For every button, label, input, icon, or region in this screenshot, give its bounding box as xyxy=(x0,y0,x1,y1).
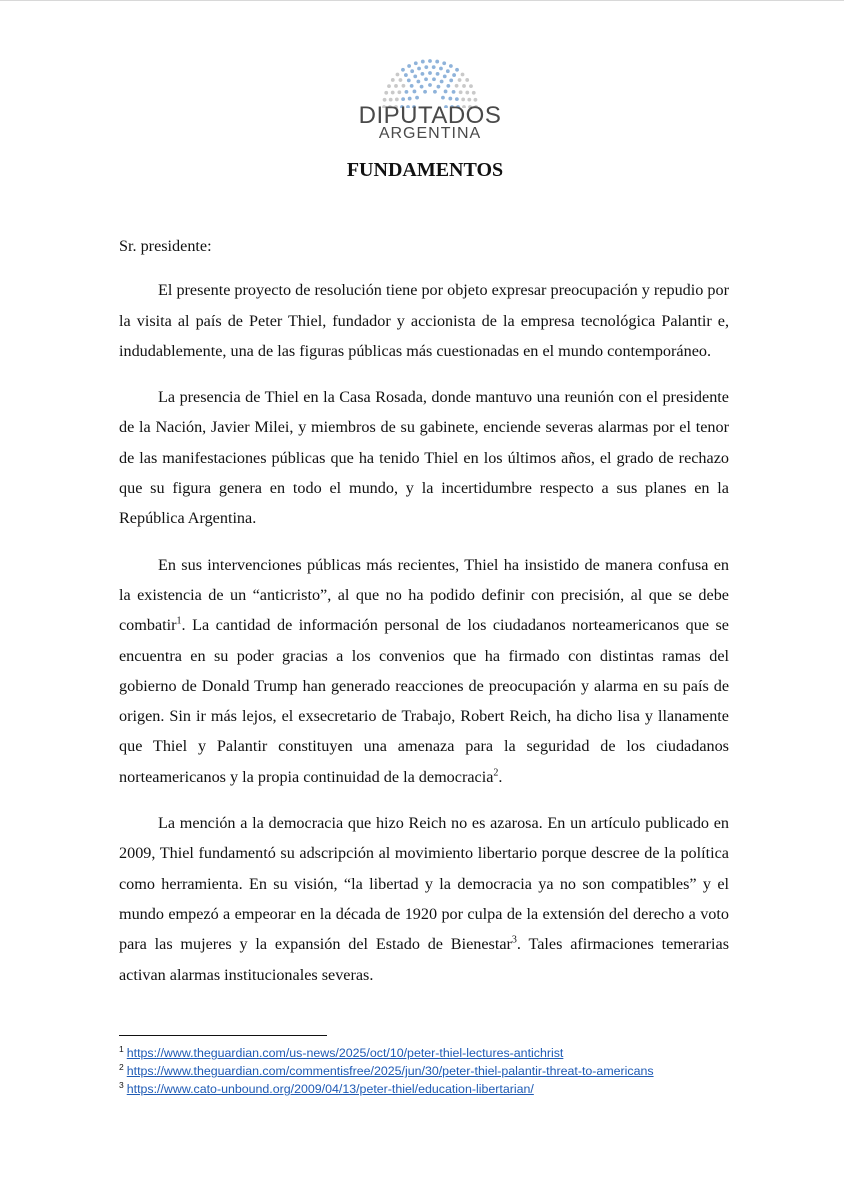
logo-seat-dot xyxy=(449,79,453,83)
logo-seat-dot xyxy=(440,80,444,84)
footnote-divider xyxy=(119,1035,327,1036)
logo-seat-dot xyxy=(387,84,391,88)
paragraph-1: El presente proyecto de resolución tiene por objeto expresar preocupación y repudio por la visita al país de Peter Thiel, fundador y accionista de la empresa tecnológica Palantir e, indudablemente, una de las figuras públicas más cuestionadas en el mundo contemporáneo. xyxy=(119,281,729,360)
logo-seat-dot xyxy=(391,91,395,95)
logo-seat-dot xyxy=(417,67,421,71)
footnote-1 xyxy=(119,1044,779,1062)
logo-seat-dot xyxy=(397,90,401,94)
footnote-3 xyxy=(119,1080,779,1098)
footnote-number: 3 xyxy=(119,1079,124,1090)
footnote-link-2[interactable]: https://www.theguardian.com/commentisfree/2025/jun/30/peter-thiel-palantir-threat-to-americans xyxy=(126,1064,654,1078)
logo-name: DIPUTADOS xyxy=(358,102,502,129)
logo-seat-dot xyxy=(461,98,465,102)
logo-seat-dot xyxy=(459,90,463,94)
paragraph-4 xyxy=(119,808,729,990)
logo-seat-dot xyxy=(399,78,403,82)
logo-seat-dot xyxy=(467,98,471,102)
logo-seat-dot xyxy=(443,74,447,78)
logo-seat-dot xyxy=(452,90,456,94)
logo-seat-dot xyxy=(472,91,476,95)
footnote-number: 2 xyxy=(119,1061,124,1072)
footnote-link-1[interactable]: https://www.theguardian.com/us-news/2025/oct/10/peter-thiel-lectures-antichrist xyxy=(126,1046,564,1060)
paragraph-3-text-c: . xyxy=(498,767,503,786)
footnotes xyxy=(119,1044,779,1098)
logo-seat-dot xyxy=(441,96,445,100)
logo-country: ARGENTINA xyxy=(378,125,482,142)
paragraph-3-text-a: En sus intervenciones públicas más recientes, Thiel ha insistido de manera confusa en la existencia de un “anticristo”, al que no ha podido definir con precisión, al que se debe combatir xyxy=(119,555,729,635)
logo-seat-dot xyxy=(395,98,399,102)
logo-seat-dot xyxy=(405,90,409,94)
logo-seat-dot xyxy=(423,90,427,94)
logo-seat-dot xyxy=(424,65,428,69)
logo-seat-dot xyxy=(407,79,411,83)
logo-seat-dot xyxy=(432,65,436,69)
logo-seat-dot xyxy=(428,83,432,87)
footnote-ref-2[interactable]: 2 xyxy=(493,767,499,779)
logo-seat-dot xyxy=(391,78,395,82)
logo-seat-dot xyxy=(433,90,437,94)
logo-seat-dot xyxy=(455,68,459,72)
logo-seat-dot xyxy=(396,73,400,77)
logo-seat-dot xyxy=(455,97,459,101)
logo-seat-dot xyxy=(455,84,459,88)
logo-seat-dot xyxy=(444,90,448,94)
paragraph-2: La presencia de Thiel en la Casa Rosada, donde mantuvo una reunión con el presidente de la Nación, Javier Milei, y miembros de su gabinete, enciende severas alarmas por el tenor de las manifestaciones públicas que ha tenido Thiel en los últimos años, el grado de rechazo que su figura genera en todo el mundo, y la incertidumbre respecto a sus planes en la República Argentina. xyxy=(119,388,729,528)
logo-seat-dot xyxy=(458,78,462,82)
footnote-number: 1 xyxy=(119,1043,124,1054)
logo-seat-dot xyxy=(424,77,428,81)
logo-seat-dot xyxy=(436,72,440,76)
logo-seat-dot xyxy=(446,69,450,73)
logo-seat-dot xyxy=(448,97,452,101)
logo-seat-dot xyxy=(407,64,411,68)
footnote-link-3[interactable]: https://www.cato-unbound.org/2009/04/13/peter-thiel/education-libertarian/ xyxy=(126,1082,534,1096)
logo-seat-dot xyxy=(442,61,446,65)
logo-seat-dot xyxy=(437,85,441,89)
paragraph-3-text-b: . La cantidad de información personal de los ciudadanos norteamericanos que se encuentra en su poder gracias a los convenios que ha firmado con distintas ramas del gobierno de Donald Trump han generado reacciones de preocupación y alarma en su país de origen. Sin ir más lejos, el exsecretario de Trabajo, Robert Reich, ha dicho lisa y llanamente que Thiel y Palantir constituyen una amenaza para la seguridad de los ciudadanos norteamericanos y la propia continuidad de la democracia xyxy=(119,616,729,786)
logo-seat-dot xyxy=(432,77,436,81)
logo-seat-dot xyxy=(461,73,465,77)
salutation: Sr. presidente: xyxy=(119,237,212,255)
hemicycle-logo-icon xyxy=(380,58,480,108)
logo-seat-dot xyxy=(416,80,420,84)
paragraph-3 xyxy=(119,550,729,792)
page-title: FUNDAMENTOS xyxy=(346,159,504,181)
logo-seat-dot xyxy=(449,64,453,68)
footnote-ref-1[interactable]: 1 xyxy=(176,615,182,627)
logo-seat-dot xyxy=(420,85,424,89)
document-body xyxy=(119,231,729,990)
logo-seat-dot xyxy=(413,74,417,78)
logo-seat-dot xyxy=(435,60,439,64)
logo-seat-dot xyxy=(404,73,408,77)
logo-seat-dot xyxy=(428,71,432,75)
logo-seat-dot xyxy=(469,84,473,88)
logo-seat-dot xyxy=(439,67,443,71)
logo-seat-dot xyxy=(384,91,388,95)
logo-seat-dot xyxy=(401,68,405,72)
logo-seat-dot xyxy=(394,84,398,88)
logo-seat-dot xyxy=(414,61,418,65)
paragraph-4-text-a: La mención a la democracia que hizo Reich no es azarosa. En un artículo publicado en 2009, Thiel fundamentó su adscripción al movimiento libertario porque descree de la política como herramienta. En su visión, “la libertad y la democracia ya no son compatibles” y el mundo empezó a empeorar en la década de 1920 por culpa de la extensión del derecho a voto para las mujeres y la expansión del Estado de Bienestar xyxy=(119,814,729,954)
logo-seat-dot xyxy=(413,90,417,94)
paragraph-4-text-b: . Tales afirmaciones temerarias activan alarmas institucionales severas. xyxy=(119,935,729,984)
top-border xyxy=(0,0,844,1)
footnote-ref-3[interactable]: 3 xyxy=(511,934,517,946)
logo-seat-dot xyxy=(421,72,425,76)
logo-seat-dot xyxy=(462,84,466,88)
footnote-2 xyxy=(119,1062,779,1080)
logo-seat-dot xyxy=(410,84,414,88)
logo-seat-dot xyxy=(402,84,406,88)
logo-seat-dot xyxy=(465,78,469,82)
logo-seat-dot xyxy=(428,59,432,63)
logo-seat-dot xyxy=(452,73,456,77)
logo-seat-dot xyxy=(389,98,393,102)
logo-seat-dot xyxy=(421,60,425,64)
logo-seat-dot xyxy=(415,96,419,100)
logo-seat-dot xyxy=(408,97,412,101)
logo-seat-dot xyxy=(401,97,405,101)
logo-seat-dot xyxy=(410,69,414,73)
logo-seat-dot xyxy=(465,91,469,95)
logo-seat-dot xyxy=(446,84,450,88)
